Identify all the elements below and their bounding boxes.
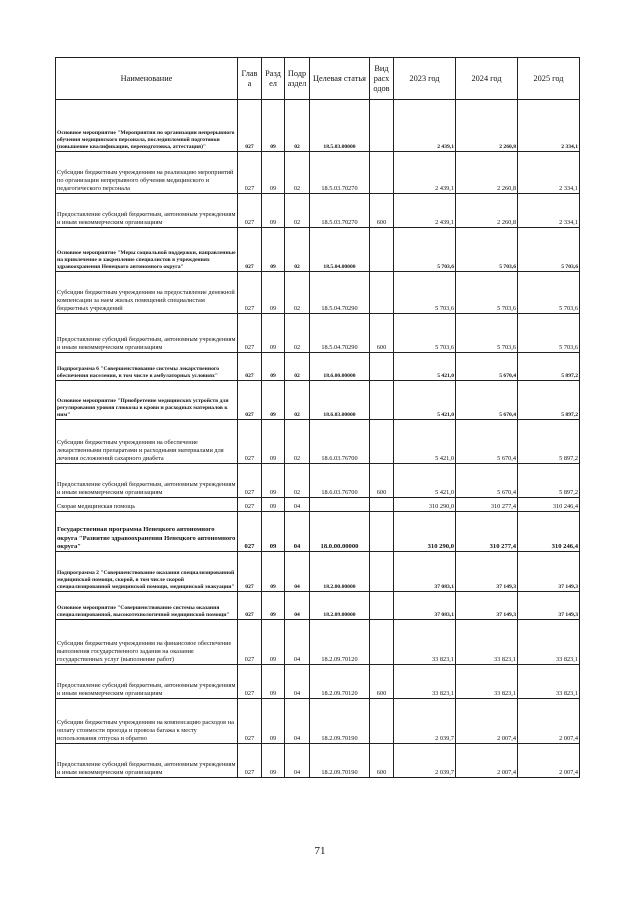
- cell-2023: 33 823,1: [394, 620, 456, 665]
- cell-2023: 2 039,7: [394, 699, 456, 744]
- cell-vid: [370, 152, 394, 194]
- cell-target: 18.5.04.70290: [310, 314, 370, 353]
- cell-razdel: 09: [262, 665, 285, 699]
- cell-2023: 5 421,0: [394, 381, 456, 420]
- cell-2025: 2 007,4: [518, 699, 580, 744]
- cell-2025: 37 149,3: [518, 552, 580, 592]
- cell-2023: 33 823,1: [394, 665, 456, 699]
- cell-2024: 37 149,3: [456, 592, 518, 620]
- cell-podrazdel: 04: [285, 498, 310, 512]
- cell-podrazdel: 04: [285, 512, 310, 552]
- cell-name: Предоставление субсидий бюджетным, автономным учреждениям и иным некоммерческим организациям: [56, 194, 238, 228]
- cell-glava: 027: [238, 592, 262, 620]
- cell-2024: 5 670,4: [456, 420, 518, 464]
- cell-2023: 2 439,1: [394, 152, 456, 194]
- cell-name: Государственная программа Ненецкого автономного округа "Развитие здравоохранения Ненецкого автономного округа": [56, 512, 238, 552]
- table-row: [56, 314, 580, 353]
- header-target: Целевая статья: [310, 58, 370, 100]
- cell-razdel: 09: [262, 314, 285, 353]
- cell-glava: 027: [238, 420, 262, 464]
- cell-target: 18.5.04.00000: [310, 228, 370, 272]
- cell-2025: 5 703,6: [518, 228, 580, 272]
- cell-2023: 37 083,1: [394, 552, 456, 592]
- cell-name: Субсидии бюджетным учреждениям на предоставление денежной компенсации за наем жилых помещений специалистам бюджетных учреждений: [56, 272, 238, 314]
- cell-podrazdel: 04: [285, 592, 310, 620]
- cell-razdel: 09: [262, 552, 285, 592]
- cell-razdel: 09: [262, 228, 285, 272]
- cell-2025: 310 246,4: [518, 512, 580, 552]
- cell-podrazdel: 02: [285, 464, 310, 498]
- cell-name: Субсидии бюджетным учреждениям на финансовое обеспечение выполнения государственного задания на оказание государственных услуг (выполнение работ): [56, 620, 238, 665]
- cell-podrazdel: 04: [285, 620, 310, 665]
- cell-2024: 5 670,4: [456, 464, 518, 498]
- table-row: [56, 152, 580, 194]
- cell-target: 18.6.03.76700: [310, 420, 370, 464]
- cell-podrazdel: 02: [285, 314, 310, 353]
- cell-target: 18.6.03.00000: [310, 381, 370, 420]
- cell-name: Основное мероприятие "Совершенствование системы оказания специализированной, высокотехнологичной медицинской помощи": [56, 592, 238, 620]
- cell-razdel: 09: [262, 152, 285, 194]
- table-row: [56, 228, 580, 272]
- header-2024: 2024 год: [456, 58, 518, 100]
- header-podrazdel: Подр аздел: [285, 58, 310, 100]
- cell-2024: 5 670,4: [456, 381, 518, 420]
- cell-podrazdel: 02: [285, 100, 310, 152]
- cell-2024: 5 703,6: [456, 314, 518, 353]
- cell-glava: 027: [238, 620, 262, 665]
- cell-razdel: 09: [262, 194, 285, 228]
- cell-name: Предоставление субсидий бюджетным, автономным учреждениям и иным некоммерческим организациям: [56, 665, 238, 699]
- cell-razdel: 09: [262, 498, 285, 512]
- table-row: [56, 100, 580, 152]
- cell-2023: 5 421,0: [394, 353, 456, 381]
- cell-target: 18.2.09.70120: [310, 620, 370, 665]
- cell-podrazdel: 04: [285, 665, 310, 699]
- cell-name: Субсидии бюджетным учреждениям на реализацию мероприятий по организации непрерывного обучения медицинского и педагогического персонала: [56, 152, 238, 194]
- table-row: [56, 552, 580, 592]
- cell-target: 18.2.09.00000: [310, 592, 370, 620]
- cell-2023: 5 421,0: [394, 420, 456, 464]
- cell-2024: 2 260,8: [456, 194, 518, 228]
- cell-2024: 310 277,4: [456, 512, 518, 552]
- cell-vid: [370, 228, 394, 272]
- cell-vid: 600: [370, 744, 394, 778]
- header-vid: Вид расх одов: [370, 58, 394, 100]
- cell-target: 18.5.03.70270: [310, 194, 370, 228]
- cell-glava: 027: [238, 744, 262, 778]
- table-row: [56, 272, 580, 314]
- cell-2025: 33 823,1: [518, 665, 580, 699]
- header-2023: 2023 год: [394, 58, 456, 100]
- cell-2024: 5 703,6: [456, 272, 518, 314]
- cell-2025: 5 703,6: [518, 314, 580, 353]
- cell-vid: [370, 552, 394, 592]
- cell-name: Предоставление субсидий бюджетным, автономным учреждениям и иным некоммерческим организациям: [56, 464, 238, 498]
- cell-name: Основное мероприятие "Приобретение медицинских устройств для регулирования уровня глюкозы в крови и расходных материалов к ним": [56, 381, 238, 420]
- cell-2023: 310 290,0: [394, 498, 456, 512]
- cell-2025: 2 334,1: [518, 194, 580, 228]
- cell-2023: 5 703,6: [394, 228, 456, 272]
- cell-2023: 2 439,1: [394, 100, 456, 152]
- cell-target: 18.5.03.70270: [310, 152, 370, 194]
- cell-vid: [370, 498, 394, 512]
- cell-name: Скорая медицинская помощь: [56, 498, 238, 512]
- cell-razdel: 09: [262, 381, 285, 420]
- cell-target: 18.6.03.76700: [310, 464, 370, 498]
- cell-razdel: 09: [262, 353, 285, 381]
- cell-glava: 027: [238, 152, 262, 194]
- cell-vid: 600: [370, 665, 394, 699]
- cell-target: 18.6.00.00000: [310, 353, 370, 381]
- cell-name: Основное мероприятие "Меры социальной поддержки, направленные на привлечение и закрепление специалистов в учреждениях здравоохранения Ненецкого автономного округа": [56, 228, 238, 272]
- table-row: [56, 194, 580, 228]
- table-row: [56, 420, 580, 464]
- cell-2024: 5 703,6: [456, 228, 518, 272]
- cell-razdel: 09: [262, 592, 285, 620]
- cell-vid: [370, 353, 394, 381]
- cell-glava: 027: [238, 552, 262, 592]
- cell-razdel: 09: [262, 420, 285, 464]
- cell-2024: 5 670,4: [456, 353, 518, 381]
- cell-2025: 37 149,3: [518, 592, 580, 620]
- cell-razdel: 09: [262, 620, 285, 665]
- cell-razdel: 09: [262, 464, 285, 498]
- cell-podrazdel: 02: [285, 353, 310, 381]
- cell-2023: 37 083,1: [394, 592, 456, 620]
- table-row: [56, 620, 580, 665]
- cell-glava: 027: [238, 665, 262, 699]
- cell-2025: 33 823,1: [518, 620, 580, 665]
- cell-glava: 027: [238, 100, 262, 152]
- cell-podrazdel: 04: [285, 744, 310, 778]
- table-row: [56, 744, 580, 778]
- cell-2024: 2 260,8: [456, 100, 518, 152]
- table-row: [56, 699, 580, 744]
- cell-2024: 37 149,3: [456, 552, 518, 592]
- cell-target: 18.5.03.00000: [310, 100, 370, 152]
- cell-glava: 027: [238, 512, 262, 552]
- cell-glava: 027: [238, 272, 262, 314]
- cell-name: Субсидии бюджетным учреждениям на обеспечение лекарственными препаратами и расходными материалами для лечения осложнений сахарного диабета: [56, 420, 238, 464]
- cell-vid: 600: [370, 194, 394, 228]
- cell-glava: 027: [238, 498, 262, 512]
- cell-2023: 5 421,0: [394, 464, 456, 498]
- cell-target: [310, 498, 370, 512]
- cell-name: Подпрограмма 6 "Совершенствование системы лекарственного обеспечения населения, в том числе в амбулаторных условиях": [56, 353, 238, 381]
- cell-vid: [370, 420, 394, 464]
- cell-podrazdel: 02: [285, 194, 310, 228]
- cell-vid: [370, 512, 394, 552]
- table-row: [56, 464, 580, 498]
- cell-name: Предоставление субсидий бюджетным, автономным учреждениям и иным некоммерческим организациям: [56, 314, 238, 353]
- cell-vid: [370, 592, 394, 620]
- cell-glava: 027: [238, 381, 262, 420]
- cell-name: Предоставление субсидий бюджетным, автономным учреждениям и иным некоммерческим организациям: [56, 744, 238, 778]
- table-row: [56, 665, 580, 699]
- cell-glava: 027: [238, 314, 262, 353]
- table-header-row: [56, 58, 580, 100]
- cell-target: 18.5.04.70290: [310, 272, 370, 314]
- cell-2024: 33 823,1: [456, 620, 518, 665]
- header-name: Наименование: [56, 58, 238, 100]
- table-row: [56, 498, 580, 512]
- cell-2024: 310 277,4: [456, 498, 518, 512]
- table-row: [56, 353, 580, 381]
- cell-vid: [370, 620, 394, 665]
- table-body: [56, 100, 580, 778]
- cell-razdel: 09: [262, 744, 285, 778]
- cell-target: 18.2.09.70190: [310, 744, 370, 778]
- cell-podrazdel: 02: [285, 272, 310, 314]
- cell-name: Субсидии бюджетным учреждениям на компенсацию расходов на оплату стоимости проезда и провоза багажа к месту использования отпуска и обратно: [56, 699, 238, 744]
- cell-target: 18.2.09.70190: [310, 699, 370, 744]
- cell-2025: 5 897,2: [518, 353, 580, 381]
- page-number: 71: [314, 845, 326, 857]
- cell-podrazdel: 04: [285, 552, 310, 592]
- cell-glava: 027: [238, 464, 262, 498]
- table-row: [56, 381, 580, 420]
- cell-podrazdel: 02: [285, 228, 310, 272]
- cell-name: Подпрограмма 2 "Совершенствование оказания специализированной медицинской помощи, скорой, в том числе скорой специализированной медицинской помощи, медицинской эвакуации": [56, 552, 238, 592]
- cell-2025: 5 703,6: [518, 272, 580, 314]
- cell-podrazdel: 02: [285, 381, 310, 420]
- cell-vid: [370, 272, 394, 314]
- cell-name: Основное мероприятие "Мероприятия по организации непрерывного обучения медицинского персонала, последипломной подготовки (повышение квалификации, переподготовка, аттестация)": [56, 100, 238, 152]
- cell-vid: 600: [370, 314, 394, 353]
- cell-glava: 027: [238, 194, 262, 228]
- table-row: [56, 592, 580, 620]
- cell-razdel: 09: [262, 699, 285, 744]
- cell-glava: 027: [238, 699, 262, 744]
- cell-glava: 027: [238, 228, 262, 272]
- cell-glava: 027: [238, 353, 262, 381]
- cell-2025: 2 007,4: [518, 744, 580, 778]
- cell-target: 18.2.00.00000: [310, 552, 370, 592]
- cell-podrazdel: 04: [285, 699, 310, 744]
- cell-2023: 310 290,0: [394, 512, 456, 552]
- header-glava: Глав а: [238, 58, 262, 100]
- table-row: [56, 512, 580, 552]
- cell-2025: 2 334,1: [518, 152, 580, 194]
- cell-2025: 2 334,1: [518, 100, 580, 152]
- cell-podrazdel: 02: [285, 420, 310, 464]
- cell-2024: 2 260,8: [456, 152, 518, 194]
- cell-2023: 5 703,6: [394, 272, 456, 314]
- cell-2023: 2 439,1: [394, 194, 456, 228]
- budget-table: [55, 57, 580, 778]
- cell-2023: 5 703,6: [394, 314, 456, 353]
- cell-podrazdel: 02: [285, 152, 310, 194]
- cell-2025: 5 897,2: [518, 464, 580, 498]
- cell-vid: [370, 699, 394, 744]
- header-2025: 2025 год: [518, 58, 580, 100]
- cell-razdel: 09: [262, 100, 285, 152]
- cell-target: 18.0.00.00000: [310, 512, 370, 552]
- cell-2025: 310 246,4: [518, 498, 580, 512]
- cell-vid: [370, 100, 394, 152]
- cell-2024: 33 823,1: [456, 665, 518, 699]
- cell-razdel: 09: [262, 272, 285, 314]
- cell-2024: 2 007,4: [456, 699, 518, 744]
- cell-vid: [370, 381, 394, 420]
- cell-2025: 5 897,2: [518, 381, 580, 420]
- cell-2023: 2 039,7: [394, 744, 456, 778]
- cell-2025: 5 897,2: [518, 420, 580, 464]
- cell-2024: 2 007,4: [456, 744, 518, 778]
- header-razdel: Разд ел: [262, 58, 285, 100]
- cell-target: 18.2.09.70120: [310, 665, 370, 699]
- cell-vid: 600: [370, 464, 394, 498]
- cell-razdel: 09: [262, 512, 285, 552]
